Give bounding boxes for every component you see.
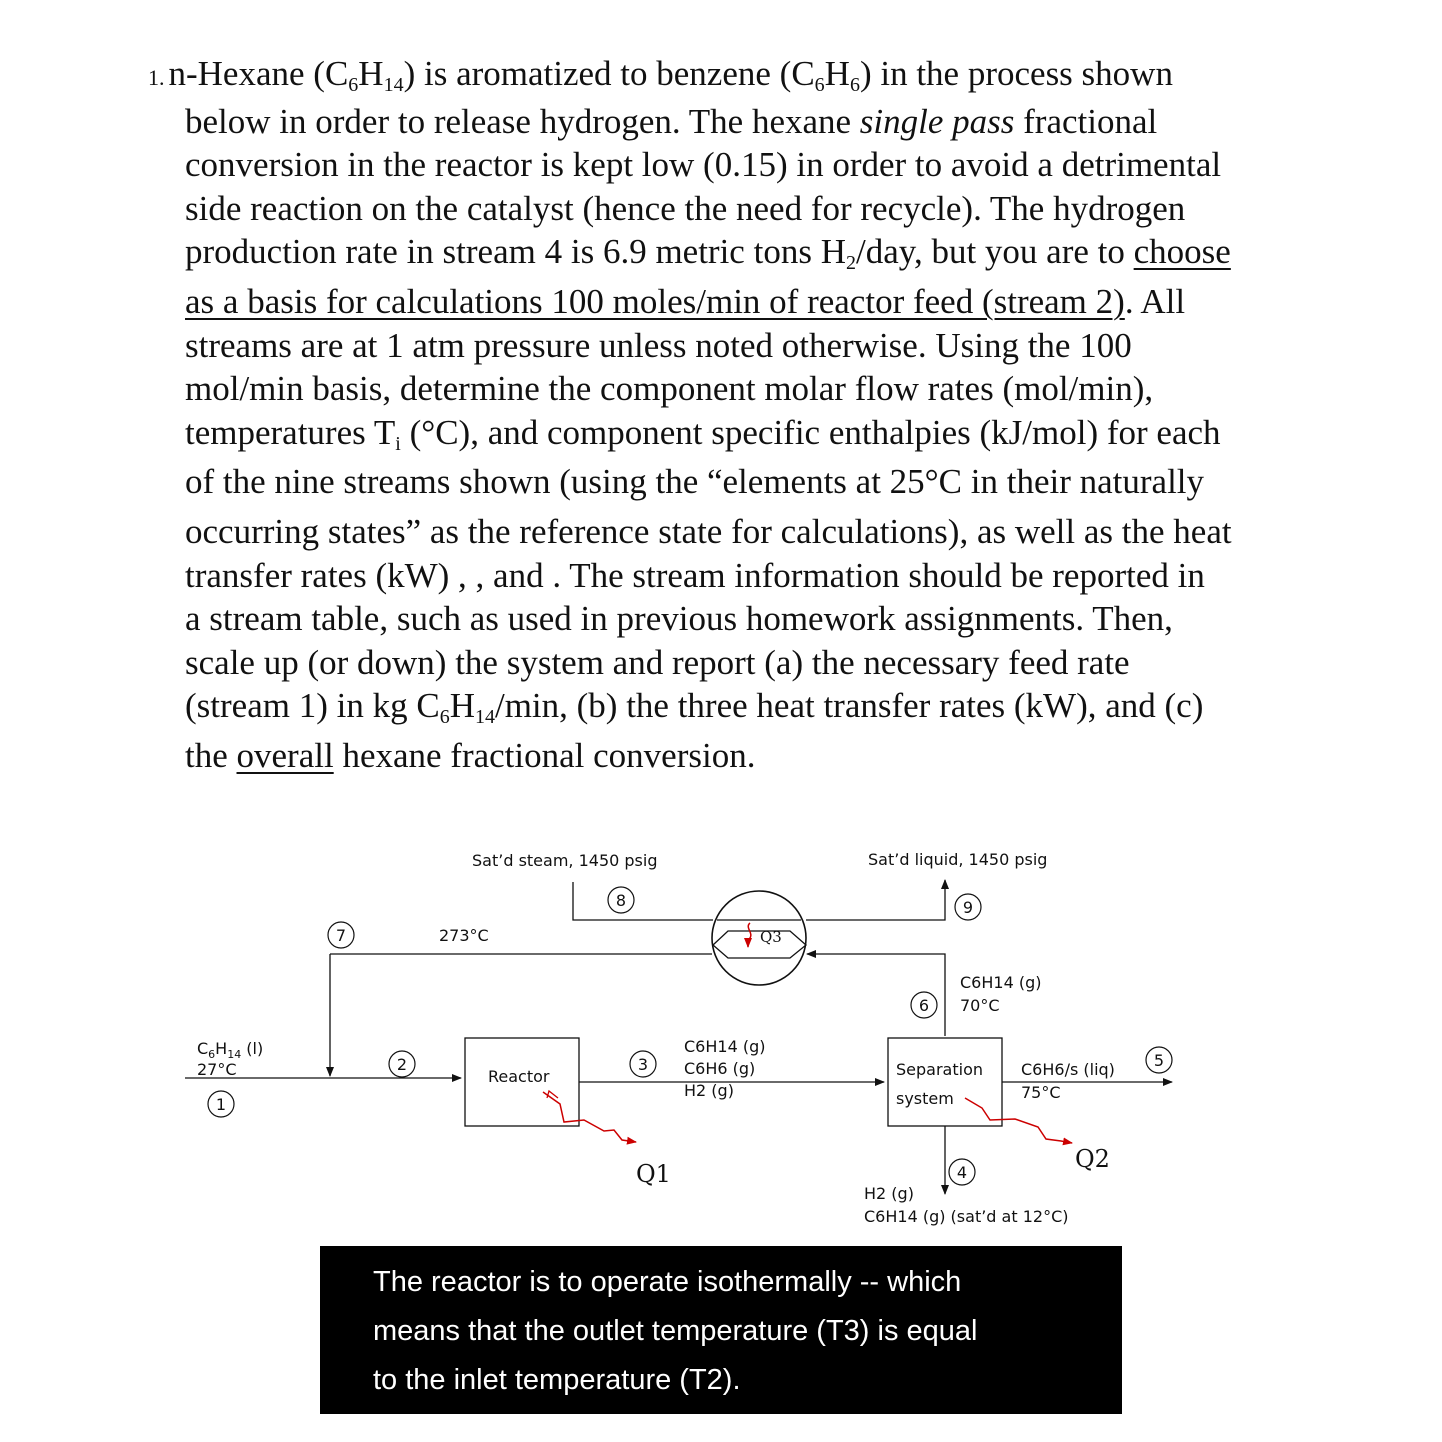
problem-line-13: a stream table, such as used in previous homework assignments. Then, (185, 599, 1173, 639)
stream4-h2: H2 (g) (864, 1184, 914, 1203)
problem-line-12: transfer rates (kW) , , and . The stream information should be reported in (185, 555, 1205, 595)
feed-species: $C_6H_{14}$ (l) (197, 1039, 264, 1061)
problem-line-5: production rate in stream 4 is 6.9 metric tons $H_2$/day, but you are to choose (185, 232, 1231, 275)
stream-circle-3 (630, 1051, 656, 1077)
problem-line-14: scale up (or down) the system and report (a) the necessary feed rate (185, 642, 1130, 682)
caption-box (320, 1246, 1122, 1414)
caption-line-2: means that the outlet temperature (T3) is equal (373, 1315, 978, 1347)
svg-text:6: 6 (918, 996, 930, 1015)
problem-line-2: below in order to release hydrogen. The hexane single pass fractional (185, 101, 1158, 141)
svg-text:2: 2 (396, 1055, 408, 1074)
stream-circle-4 (949, 1159, 975, 1185)
problem-line-4: side reaction on the catalyst (hence the need for recycle). The hydrogen (185, 188, 1186, 228)
svg-text:7: 7 (335, 926, 347, 945)
problem-statement (148, 52, 1288, 778)
process-flow-diagram (0, 830, 1442, 1240)
stream-9-line (806, 880, 945, 920)
stream-8-line (573, 882, 713, 920)
heat-exchanger (712, 891, 806, 985)
separation-label-2: system (896, 1089, 954, 1108)
stream6-temp: 70°C (960, 996, 1000, 1015)
stream5-species: C6H6/s (liq) (1021, 1060, 1115, 1079)
reactor-label: Reactor (488, 1067, 550, 1086)
q2-label: Q2 (1075, 1145, 1110, 1173)
problem-line-16: the overall hexane fractional conversion. (185, 735, 756, 775)
reactor-out-3: H2 (g) (684, 1081, 734, 1100)
feed-temp: 27°C (197, 1060, 237, 1079)
problem-line-11: occurring states” as the reference state for calculations), as well as the heat (185, 511, 1232, 551)
stream-circle-7 (328, 922, 354, 948)
problem-line-8: mol/min basis, determine the component molar flow rates (mol/min), (185, 369, 1154, 409)
stream4-hexane: C6H14 (g) (sat’d at 12°C) (864, 1207, 1069, 1226)
liquid-label: Sat’d liquid, 1450 psig (868, 850, 1048, 869)
q3-label: Q3 (760, 928, 782, 946)
reactor-out-1: C6H14 (g) (684, 1037, 766, 1056)
svg-text:8: 8 (615, 891, 627, 910)
problem-line-15: (stream 1) in kg $C_6H_{14}/\min$, (b) the three heat transfer rates (kW), and (c) (185, 686, 1204, 729)
problem-line-6: as a basis for calculations 100 moles/min of reactor feed (stream 2). All (185, 281, 1186, 321)
stream-circle-2 (389, 1051, 415, 1077)
problem-line-1: 1. n-Hexane $(C_6H_{14})$ is aromatized to benzene $(C_6H_6)$ in the process shown (148, 54, 1173, 96)
separation-label-1: Separation (896, 1060, 983, 1079)
svg-text:1: 1 (215, 1095, 227, 1114)
stream-circle-1 (208, 1091, 234, 1117)
svg-text:3: 3 (637, 1055, 649, 1074)
problem-number: 1. (148, 65, 165, 90)
svg-text:4: 4 (956, 1163, 968, 1182)
stream-circle-9 (955, 894, 981, 920)
stream-circle-8 (608, 887, 634, 913)
stream6-species: C6H14 (g) (960, 973, 1042, 992)
problem-line-10: of the nine streams shown (using the “elements at 25°C in their naturally (185, 462, 1205, 502)
caption-line-3: to the inlet temperature (T2). (373, 1364, 741, 1396)
steam-label: Sat’d steam, 1450 psig (472, 851, 658, 870)
stream5-temp: 75°C (1021, 1083, 1061, 1102)
problem-line-7: streams are at 1 atm pressure unless noted otherwise. Using the 100 (185, 325, 1132, 365)
problem-line-3: conversion in the reactor is kept low (0.15) in order to avoid a detrimental (185, 145, 1222, 185)
svg-text:9: 9 (962, 898, 974, 917)
stream-circle-5 (1146, 1047, 1172, 1073)
recycle-temp: 273°C (439, 926, 489, 945)
stream-circle-6 (911, 992, 937, 1018)
svg-text:5: 5 (1153, 1051, 1165, 1070)
problem-line-9: temperatures $T_i$ (°C), and component specific enthalpies (kJ/mol) for each (185, 412, 1221, 455)
caption-line-1: The reactor is to operate isothermally -- which (373, 1266, 962, 1298)
q1-label: Q1 (636, 1160, 671, 1188)
reactor-out-2: C6H6 (g) (684, 1059, 756, 1078)
